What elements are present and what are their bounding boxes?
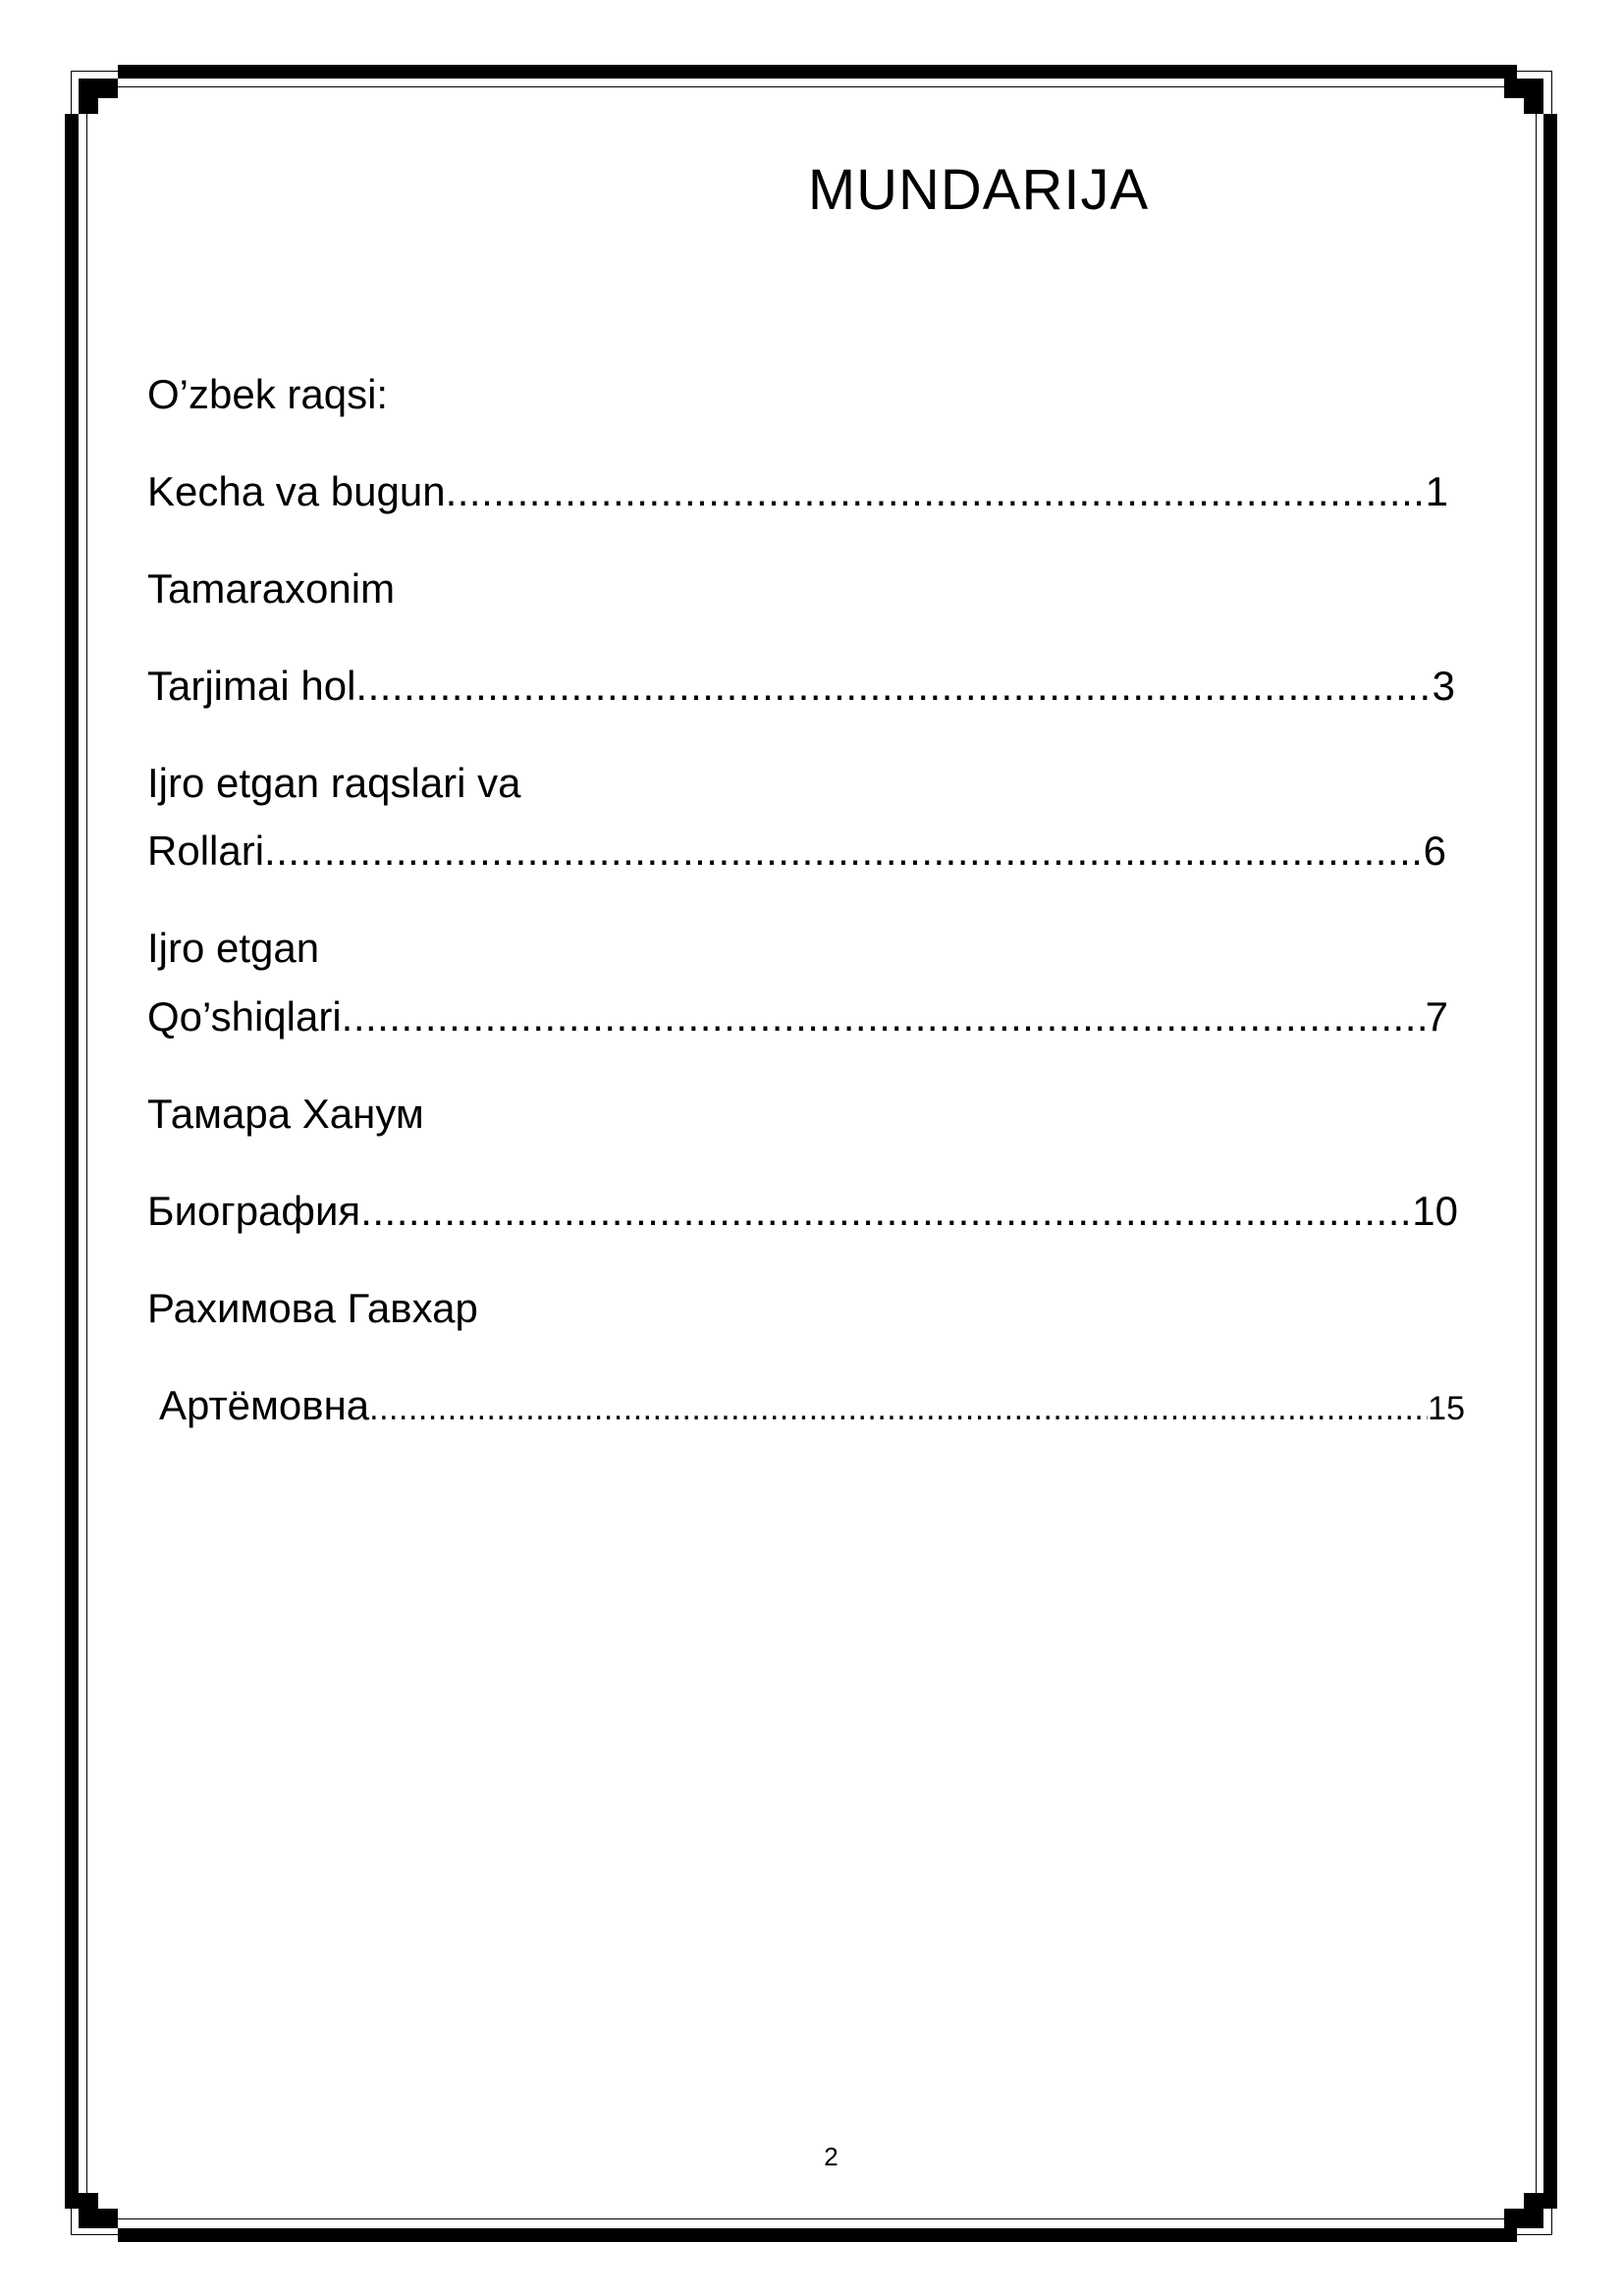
page-title: MUNDARIJA [807, 158, 1150, 222]
toc-entry-page: 1 [1425, 468, 1448, 514]
toc-entry-page: 10 [1412, 1188, 1458, 1234]
toc-heading-3: Ijro etgan raqslari va [147, 760, 521, 806]
toc-entry-page: 6 [1423, 828, 1446, 874]
toc-leader-dots [446, 468, 1426, 515]
page-content [147, 0, 1473, 2296]
toc-leader-dots [355, 663, 1432, 710]
toc-entry-page: 15 [1428, 1390, 1465, 1427]
toc-leader-dots [264, 828, 1424, 875]
toc-entry-label: Kecha va bugun [147, 468, 446, 514]
toc-entry-label: Биография [147, 1188, 361, 1234]
toc-entry-label: Tarjimai hol [147, 663, 356, 709]
toc-entry-5[interactable] [147, 1188, 1458, 1235]
corner-top-left-h [79, 79, 118, 98]
corner-bottom-left-h [79, 2209, 118, 2228]
toc-entry-4[interactable] [147, 993, 1448, 1041]
corner-top-right-h [1504, 79, 1543, 98]
corner-bottom-right-h [1504, 2209, 1543, 2228]
toc-leader-dots [360, 1188, 1412, 1235]
page-number: 2 [824, 2142, 839, 2171]
toc-entry-2[interactable] [147, 663, 1455, 710]
toc-entry-label: Qo’shiqlari [147, 993, 342, 1040]
toc-entry-6[interactable] [159, 1382, 1465, 1429]
toc-section-heading: O’zbek raqsi: [147, 371, 389, 417]
toc-heading-4: Ijro etgan [147, 925, 320, 971]
toc-leader-dots [369, 1390, 1428, 1428]
toc-heading-5: Тамара Ханум [147, 1091, 424, 1137]
toc-entry-label: Артёмовна [159, 1382, 370, 1428]
toc-leader-dots [342, 993, 1426, 1041]
toc-entry-page: 7 [1425, 993, 1448, 1040]
toc-heading-2: Tamaraxonim [147, 565, 396, 612]
toc-entry-page: 3 [1432, 663, 1455, 709]
toc-entry-1[interactable] [147, 468, 1448, 515]
toc-entry-3[interactable] [147, 828, 1446, 875]
toc-heading-6: Рахимова Гавхар [147, 1285, 478, 1331]
toc-entry-label: Rollari [147, 828, 265, 874]
